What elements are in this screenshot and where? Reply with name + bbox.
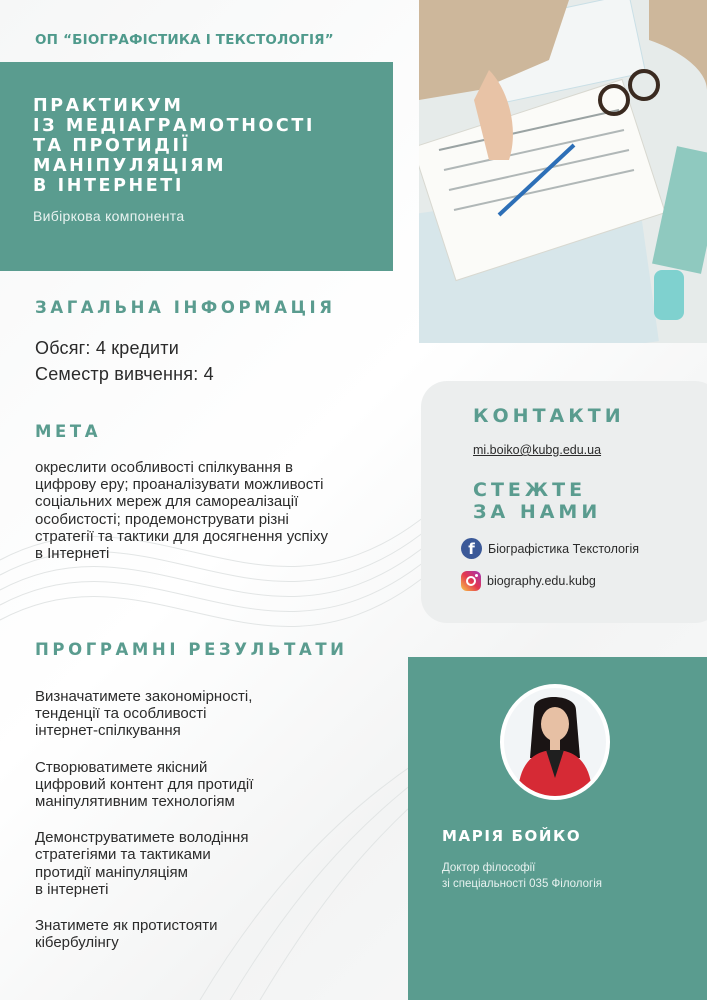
email-link[interactable]: mi.boiko@kubg.edu.ua [473,443,602,457]
results-heading: ПРОГРАМНІ РЕЗУЛЬТАТИ [35,640,348,659]
contacts-card [421,381,707,623]
contacts-heading: КОНТАКТИ [473,405,625,427]
follow-heading-line1: СТЕЖТЕ [473,479,587,501]
study-photo-illustration [419,0,707,343]
facebook-icon: f [461,538,482,559]
credits-info: Обсяг: 4 кредити [35,338,179,358]
result-item: Демонструватимете володіння стратегіями та тактиками протидії маніпуляціям в інтернеті [35,829,249,898]
study-photo [419,0,707,343]
general-info-heading: ЗАГАЛЬНА ІНФОРМАЦІЯ [35,298,336,317]
profile-card [408,657,707,1000]
instagram-icon [461,571,481,591]
course-subtitle: Вибіркова компонента [33,208,185,224]
profile-name: МАРІЯ БОЙКО [442,827,582,845]
results-list [35,688,335,970]
avatar-portrait [504,688,606,796]
avatar [500,684,610,800]
instagram-label: biography.edu.kubg [487,574,596,588]
program-name: ОП “БІОГРАФІСТИКА І ТЕКСТОЛОГІЯ” [35,32,334,48]
title-banner [0,62,393,271]
facebook-label: Біографістика Текстологія [488,541,640,556]
result-item: Створюватимете якісний цифровий контент для протидії маніпулятивним технологіям [35,758,254,811]
profile-degree: Доктор філософії зі спеціальності 035 Філологія [442,862,603,890]
goal-heading: МЕТА [35,422,102,441]
result-item: Визначатимете закономірності, тенденції та особливості інтернет-спілкування [35,688,253,740]
instagram-link[interactable] [461,571,596,591]
facebook-link[interactable] [461,538,639,559]
result-item: Знатимете як протистояти кібербулінгу [35,917,218,952]
course-title: ПРАКТИКУМ ІЗ МЕДІАГРАМОТНОСТІ ТА ПРОТИДІЇ МАНІПУЛЯЦІЯМ В ІНТЕРНЕТІ [33,96,316,196]
goal-text: окреслити особливості спілкування в цифрову еру; проаналізувати можливості соціальних мереж для самореалізації особистості; продемонструвати різні стратегії та тактики для досягнення успіху в Інтернеті [35,459,329,563]
semester-info: Семестр вивчення: 4 [35,364,214,384]
follow-heading-line2: ЗА НАМИ [473,501,602,523]
